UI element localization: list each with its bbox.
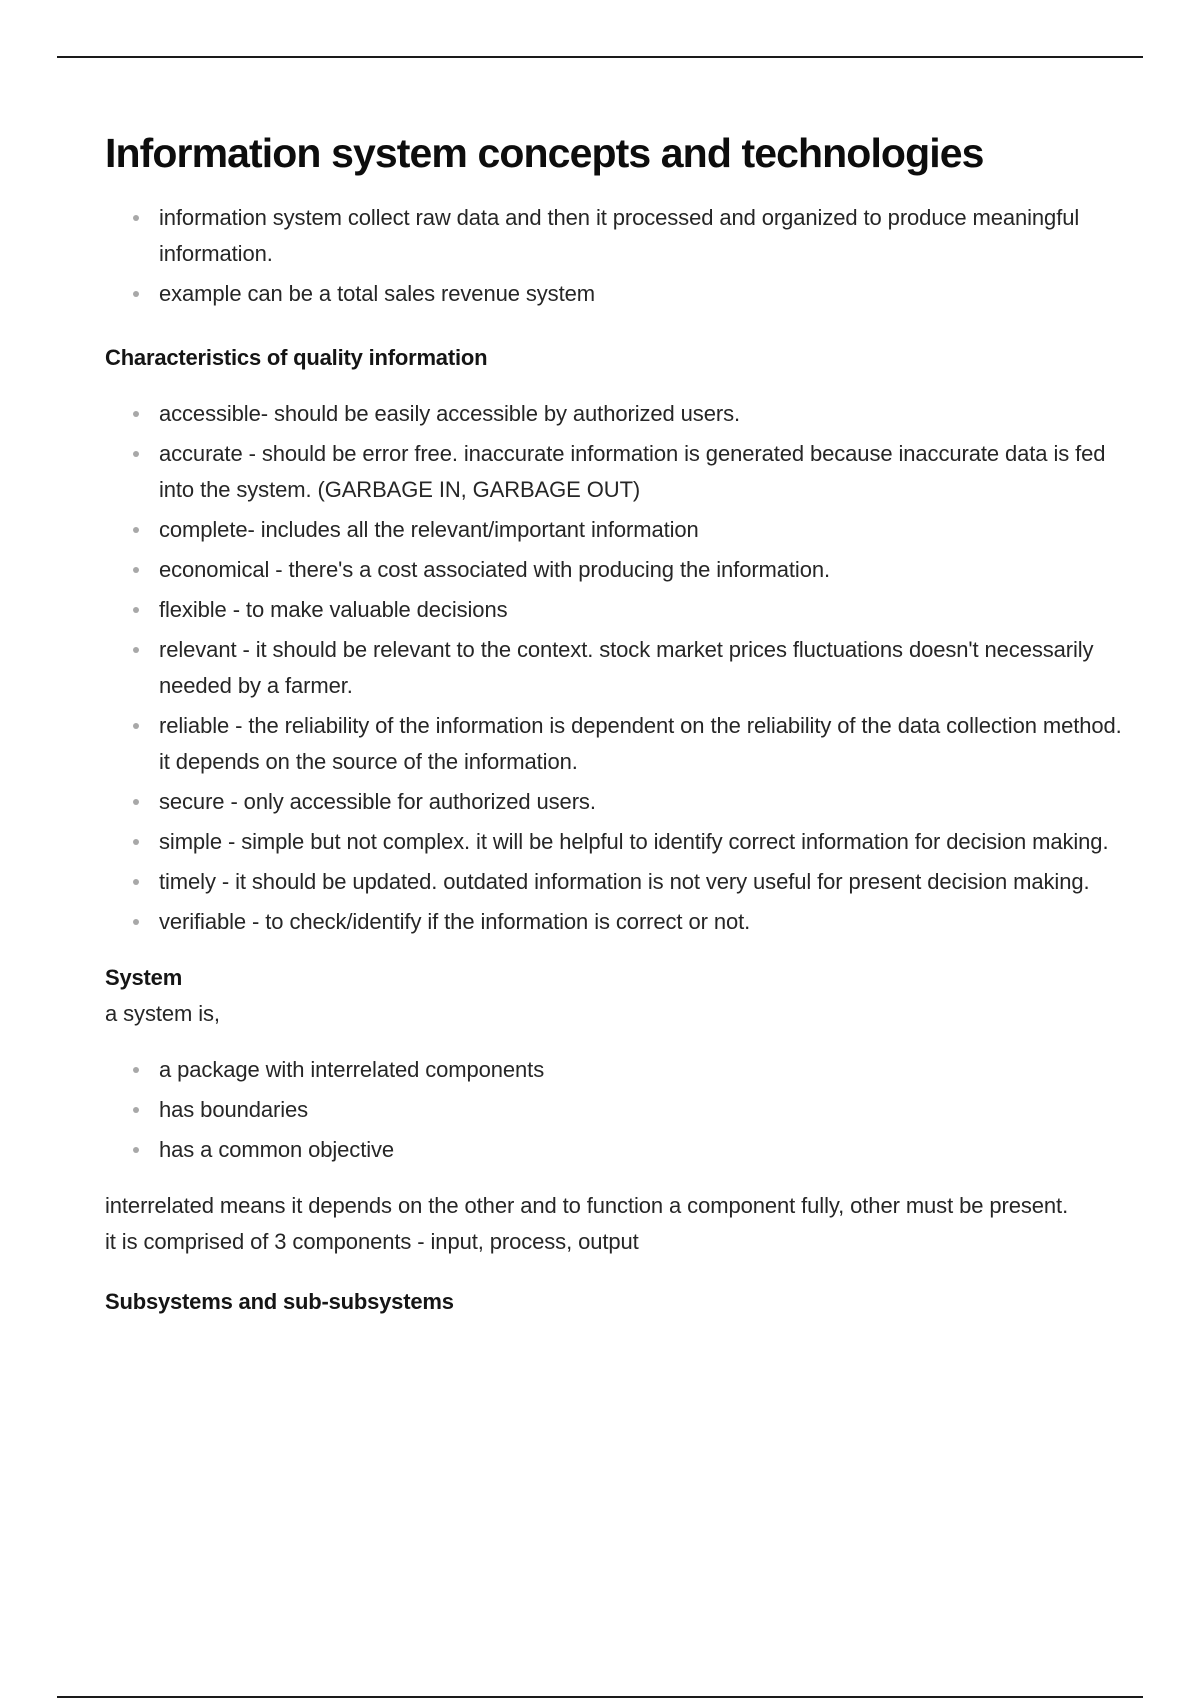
bullet-icon (133, 1107, 139, 1113)
bullet-icon (133, 799, 139, 805)
list-item: economical - there's a cost associated with producing the information. (159, 552, 1125, 588)
bullet-icon (133, 647, 139, 653)
bullet-icon (133, 723, 139, 729)
bullet-icon (133, 411, 139, 417)
bullet-icon (133, 1067, 139, 1073)
page-title: Information system concepts and technologies (105, 130, 984, 176)
bottom-rule (57, 1696, 1143, 1698)
system-lead-text: a system is, (105, 1001, 220, 1026)
bullet-icon (133, 607, 139, 613)
list-item: has boundaries (159, 1092, 1125, 1128)
list-item: reliable - the reliability of the information is dependent on the reliability of the data collection method. it depends on the source of the information. (159, 708, 1125, 780)
list-item: complete- includes all the relevant/important information (159, 512, 1125, 548)
document-page (105, 128, 1125, 1320)
list-item: relevant - it should be relevant to the context. stock market prices fluctuations doesn't necessarily needed by a farmer. (159, 632, 1125, 704)
list-item: simple - simple but not complex. it will be helpful to identify correct information for decision making. (159, 824, 1125, 860)
characteristics-list (105, 396, 1125, 940)
section-heading-system: System (105, 965, 183, 990)
bullet-icon (133, 567, 139, 573)
bullet-icon (133, 291, 139, 297)
bullet-icon (133, 1147, 139, 1153)
section-heading-subsystems: Subsystems and sub-subsystems (105, 1289, 454, 1314)
bullet-icon (133, 527, 139, 533)
interrelated-paragraph: interrelated means it depends on the other and to function a component fully, other must be present. (105, 1193, 1069, 1218)
bullet-icon (133, 919, 139, 925)
list-item: timely - it should be updated. outdated information is not very useful for present decision making. (159, 864, 1125, 900)
list-item: a package with interrelated components (159, 1052, 1125, 1088)
bullet-icon (133, 839, 139, 845)
top-rule (57, 56, 1143, 58)
system-list (105, 1052, 1125, 1168)
bullet-icon (133, 215, 139, 221)
list-item: verifiable - to check/identify if the information is correct or not. (159, 904, 1125, 940)
list-item: accurate - should be error free. inaccurate information is generated because inaccurate data is fed into the system. (GARBAGE IN, GARBAGE OUT) (159, 436, 1125, 508)
bullet-icon (133, 451, 139, 457)
list-item: information system collect raw data and then it processed and organized to produce meaningful information. (159, 200, 1125, 272)
list-item: example can be a total sales revenue system (159, 276, 1125, 312)
intro-list (105, 200, 1125, 312)
components-paragraph: it is comprised of 3 components - input, process, output (105, 1229, 639, 1254)
list-item: flexible - to make valuable decisions (159, 592, 1125, 628)
list-item: secure - only accessible for authorized users. (159, 784, 1125, 820)
list-item: has a common objective (159, 1132, 1125, 1168)
bullet-icon (133, 879, 139, 885)
list-item: accessible- should be easily accessible by authorized users. (159, 396, 1125, 432)
section-heading-characteristics: Characteristics of quality information (105, 345, 488, 370)
